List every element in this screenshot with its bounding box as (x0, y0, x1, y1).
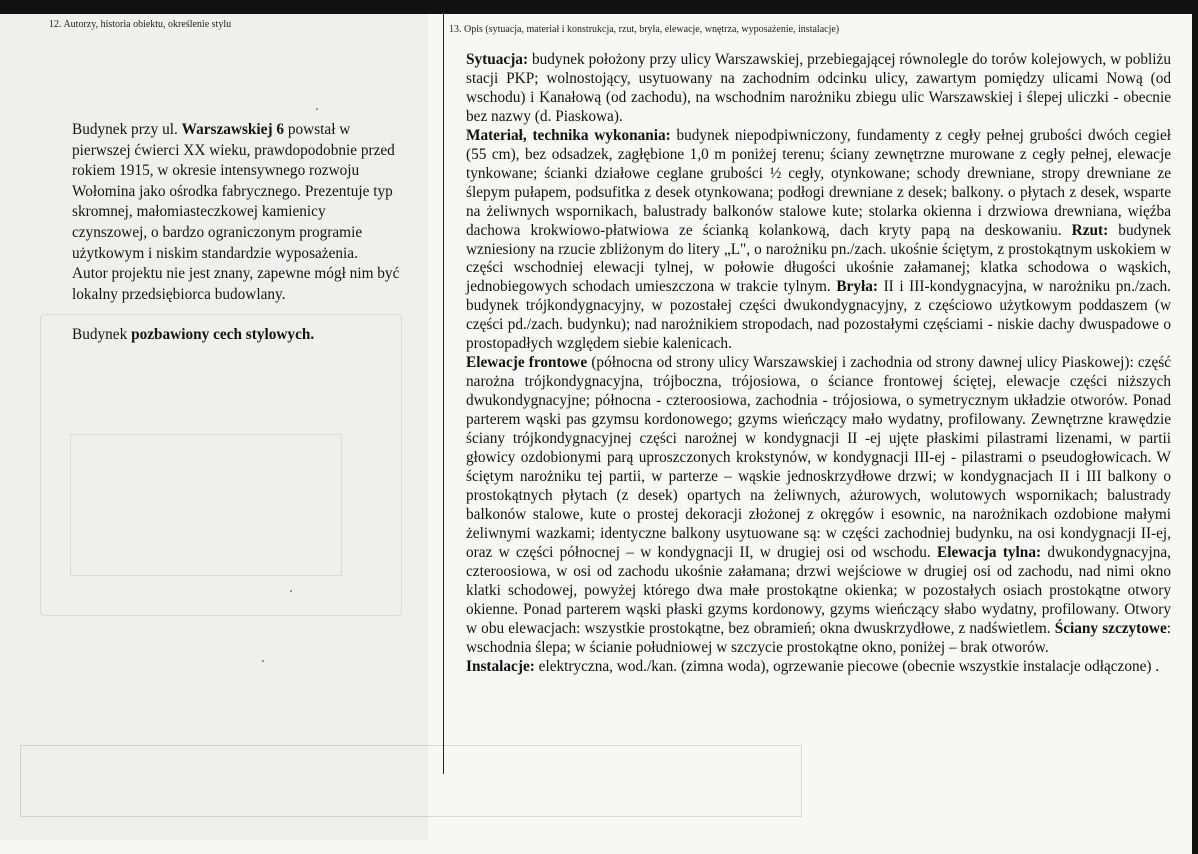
section-13-header: 13. Opis (sytuacja, materiał i konstrukcja, rzut, bryła, elewacje, wnętrza, wyposażenie, instalacje) (449, 24, 840, 35)
rear-facade-label: Elewacja tylna: (937, 543, 1042, 561)
gable-walls-label: Ściany szczytowe (1054, 619, 1167, 637)
street-address: Warszawskiej 6 (181, 121, 285, 138)
rear-facade-text: dwukondygnacyjna, czteroosiowa, w osi od zachodu ukośnie załamana; drzwi wejściowe w drugiej osi od zachodu, nad nimi okno klatki schodowej, powyżej którego dwa małe prostokątne okienka; w pozostałych osiach prostokątne otwory okienne. Ponad parterem wąski płaski gzyms kordonowy, gzyms wieńczący słabo wydatny, profilowany. Otwory w obu elewacjach: wszystkie prostokątne, bez obramień; okna dwuskrzydłowe, z nadświetlem. (466, 543, 1171, 637)
description-text (466, 51, 1171, 676)
installations-paragraph (466, 658, 1171, 677)
gable-walls-text: : wschodnia ślepa; w ścianie południowej w szczycie prostokątne okno, poniżej – brak otworów. (466, 619, 1171, 656)
plan-label: Rzut: (1071, 221, 1109, 239)
situation-text: budynek położony przy ulicy Warszawskiej, przebiegającej równolegle do torów kolejowych, w pobliżu stacji PKP; wolnostojący, usytuowany na zachodnim odcinku ulicy, zawartym pomiędzy ulicami Nową (od wschodu) i Kanałową (od zachodu), na wschodnim narożniku zbiegu ulic Warszawskiej i ślepej uliczki - obecnie bez nazwy (d. Piaskowa). (466, 51, 1171, 125)
history-text-a: Budynek przy ul. (72, 121, 182, 138)
massing-label: Bryła: (836, 278, 878, 296)
material-text: budynek niepodpiwniczony, fundamenty z cegły pełnej grubości dwóch cegieł (55 cm), bez odsadzek, zagłębione 1,0 m poniżej terenu; ściany zewnętrzne murowane z cegły pełnej, elewacje tynkowane; ścianki działowe ceglane grubości ½ cegły, otynkowane; schody drewniane, stropy drewniane ze ślepym pułapem, podsufitka z desek otynkowana; podłogi drewniane z desek; balkony. o płytach z desek, wsparte na żeliwnych wspornikach, balustrady balkonów stalowe kute; stolarka okienna i drzwiowa drewniana, więźba dachowa krokwiowo-płatwiowa ze ścianką kolankową, dach kryty papą na deskowaniu. (466, 126, 1172, 239)
bleed-through-table (20, 745, 802, 817)
scan-top-edge (0, 0, 1198, 14)
bleed-through-photo-detail (70, 434, 342, 576)
front-facades-text: (północna od strony ulicy Warszawskiej i zachodnia od strony dawnej ulicy Piaskowej): część narożna trójkondygnacyjna, trójboczna, trójosiowa, o ściance frontowej ściętej, elewacje części niższych dwukondygnacyjne; północna - czteroosiowa, zachodnia - trójosiowa, o symetrycznym układzie otworów. Ponad parterem wąski pas gzymsu kordonowego; gzyms wieńczący mało wydatny, profilowany. Zewnętrzne krawędzie ściany trójkondygnacyjnej części narożnej w kondygnacji II -ej ujęte płaskimi pilastrami lizenami, w partii głowicy ozdobionymi parą uproszczonych krokstynów, w kondygnacji III-ej - pilastrami o pseudogłowicach. W ściętym narożniku tej partii, w parterze – wąskie jednoskrzydłowe drzwi; w kondygnacjach II i III balkony o prostokątnych płytach (z desek) opartych na żeliwnych, ażurowych, wolutowych wspornikach; balustrady balkonów stalowe, kute o prostej dekoracji złożonej z okręgów i esownic, na narożnikach ozdobione małymi żeliwnymi wazkami; identyczne balkony usytuowane są: w części zachodniej budynku, na osi kondygnacji II-ej, oraz w części północnej – w kondygnacji II, w drugiej osi od wschodu. (466, 354, 1171, 561)
installations-label: Instalacje: (466, 657, 535, 675)
author-paragraph: Autor projektu nie jest znany, zapewne mógł nim być lokalny przedsiębiorca budowlany. (72, 265, 400, 303)
scan-speck (262, 660, 264, 662)
material-label: Materiał, technika wykonania: (466, 126, 671, 144)
plan-text: budynek wzniesiony na rzucie zbliżonym do litery „L", o narożniku pn./zach. ukośnie ściętym, z prostokątnym uskokiem w części wschodniej elewacji tylnej, w połowie długości ukośnie załamanej; klatka schodowa o wąskich, jednobiegowych schodach umieszczona w trakcie tylnym. (466, 221, 1171, 296)
scan-speck (290, 590, 292, 592)
history-text-c: powstał w pierwszej ćwierci XX wieku, prawdopodobnie przed rokiem 1915, w okresie intensywnego rozwoju Wołomina jako ośrodka fabrycznego. Prezentuje typ skromnej, małomiasteczkowej kamienicy czynszowej, o bardzo ograniczonym programie użytkowym i niskim standardzie wyposażenia. (72, 121, 395, 262)
style-paragraph (72, 325, 402, 346)
installations-text: elektryczna, wod./kan. (zimna woda), ogrzewanie piecowe (obecnie wszystkie instalacje odłączone) . (534, 657, 1160, 675)
situation-label: Sytuacja: (466, 51, 529, 68)
style-text-a: Budynek (72, 326, 132, 344)
style-text-bold: pozbawiony cech stylowych. (131, 326, 315, 344)
material-paragraph (466, 127, 1171, 354)
history-paragraph (72, 120, 402, 264)
section-12-header: 12. Autorzy, historia obiektu, określenie stylu (49, 19, 232, 30)
situation-paragraph (466, 51, 1171, 127)
scan-speck (316, 108, 318, 110)
authors-history-style-text (72, 120, 402, 346)
front-facades-label: Elewacje frontowe (466, 354, 588, 372)
facades-paragraph (466, 354, 1171, 657)
massing-text: II i III-kondygnacyjna, w narożniku pn./zach. budynek trójkondygnacyjny, w pozostałej części dwukondygnacyjny, z częściowo użytkowym poddaszem (w części pd./zach. budynku); nad narożnikiem stropodach, nad pozostałymi częściami - niskie dachy dwuspadowe o prostopadłych względem siebie kalenicach. (466, 278, 1171, 353)
scan-right-edge (1192, 0, 1198, 854)
column-divider (443, 14, 444, 774)
